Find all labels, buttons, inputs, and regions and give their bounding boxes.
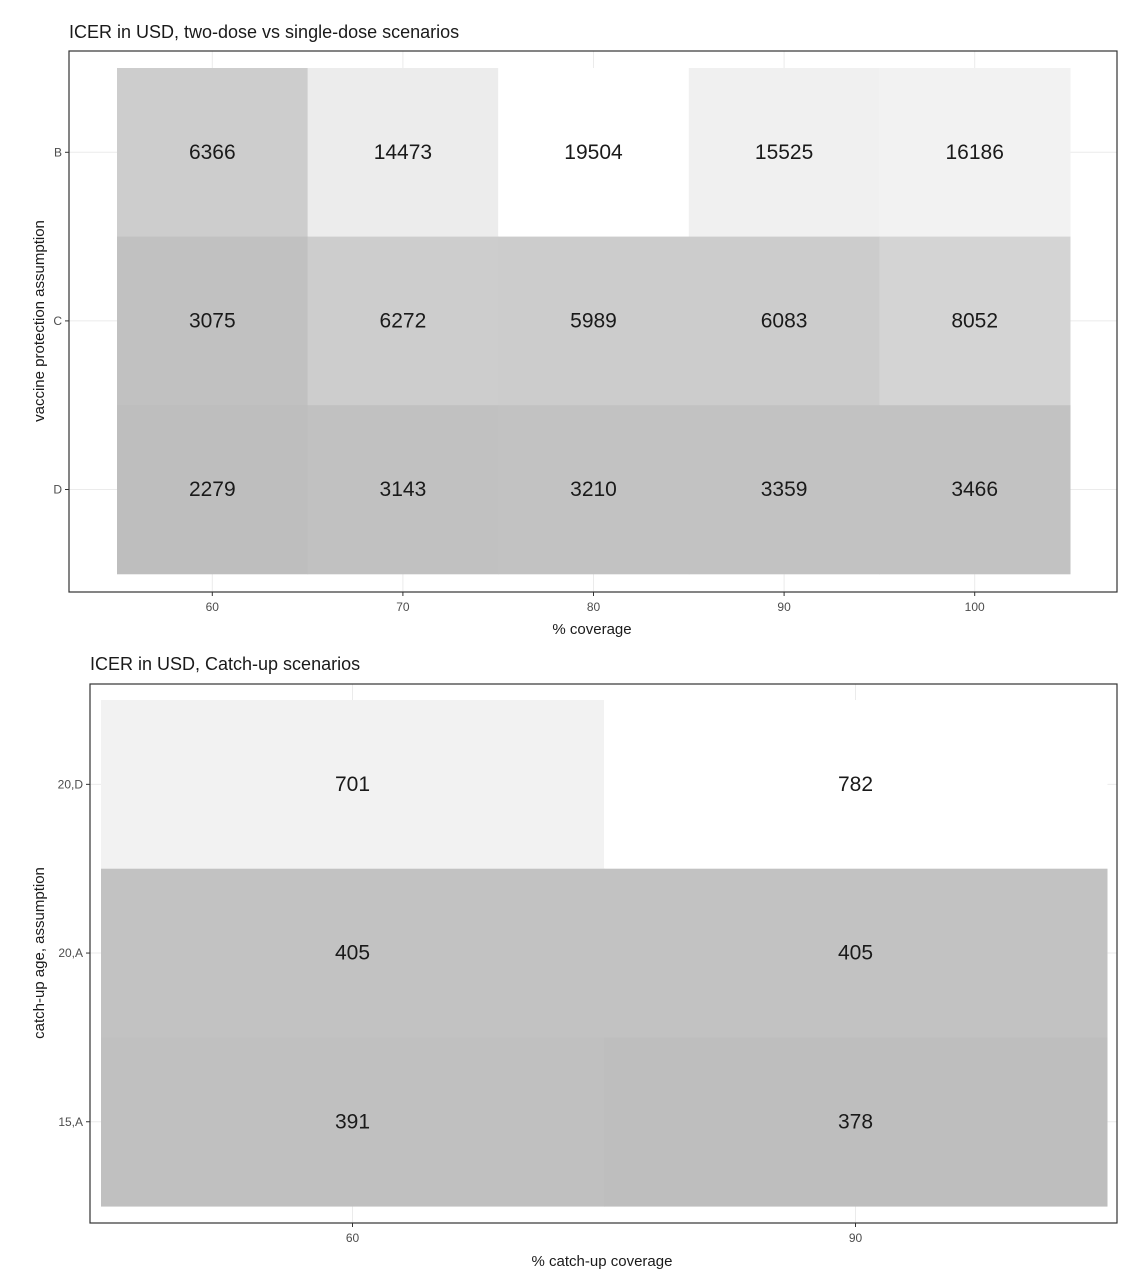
cell-value-label: 3466 [951,478,999,501]
cell-value-label: 3143 [379,478,427,501]
cell-value-label: 2279 [188,478,236,501]
cell-value-label: 6083 [760,309,808,333]
cell-value-label: 6272 [379,309,427,333]
cell-value-label: 405 [837,941,874,965]
y-axis-title: catch-up age, assumption [31,867,48,1039]
y-tick-label: D [53,482,62,497]
y-tick-label: 20,A [58,946,83,961]
y-tick-label: 20,D [57,777,83,792]
cell-value-label: 6366 [188,140,236,164]
cell-value-label: 19504 [564,140,623,164]
cell-value-label: 3359 [760,478,808,501]
cell-value-label: 701 [334,772,371,796]
cell-value-label: 405 [334,941,371,965]
x-tick-label: 90 [777,600,791,614]
chart-two-dose [31,22,1117,638]
x-axis-title: % coverage [552,621,632,638]
chart-title: ICER in USD, Catch-up scenarios [90,654,361,674]
y-tick-label: B [53,145,62,160]
x-tick-label: 80 [586,600,601,614]
cell-value-label: 391 [334,1110,371,1134]
chart-catch-up [31,654,1117,1270]
cell-value-label: 3210 [570,478,617,501]
x-tick-label: 60 [345,1231,360,1245]
y-tick-label: 15,A [58,1114,83,1129]
cell-value-label: 5989 [570,309,617,333]
x-tick-label: 90 [848,1231,863,1245]
x-tick-label: 70 [396,600,410,614]
y-axis-title: vaccine protection assumption [31,220,48,422]
y-tick-label: C [53,313,62,328]
x-tick-label: 100 [964,600,985,614]
cell-value-label: 8052 [951,309,999,333]
x-axis-title: % catch-up coverage [531,1253,673,1270]
cell-value-label: 16186 [945,140,1004,164]
cell-value-label: 15525 [754,140,814,164]
cell-value-label: 782 [837,772,874,796]
cell-value-label: 3075 [188,309,236,333]
cell-value-label: 378 [837,1110,874,1134]
chart-title: ICER in USD, two-dose vs single-dose scenarios [69,22,460,42]
cell-value-label: 14473 [373,140,433,164]
x-tick-label: 60 [205,600,219,614]
